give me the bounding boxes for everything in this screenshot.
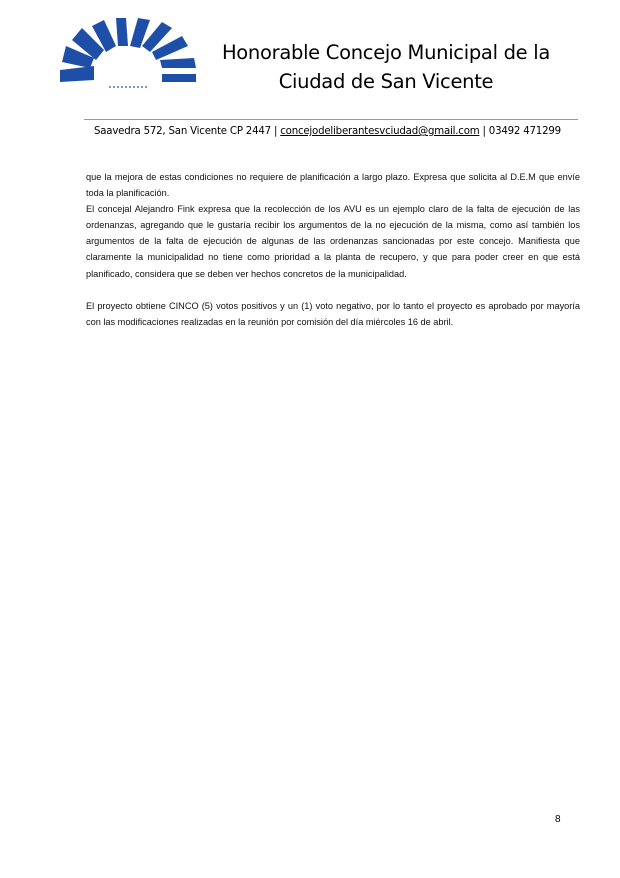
title-line-1: Honorable Concejo Municipal de la <box>221 41 551 64</box>
paragraph: El proyecto obtiene CINCO (5) votos positivos y un (1) voto negativo, por lo tanto el proyecto es aprobado por mayoría con las modificaciones realizadas en la reunión por comisión del día miércoles 16 de abril. <box>86 300 580 327</box>
address-text: Saavedra 572, San Vicente CP 2447 <box>94 126 271 137</box>
paragraph: que la mejora de estas condiciones no requiere de planificación a largo plazo. Expresa que solicita al D.E.M que envíe toda la planificación. <box>86 172 580 199</box>
page-number: 8 <box>555 814 561 825</box>
page-title <box>196 38 576 96</box>
sunrise-logo-icon <box>58 18 198 90</box>
title-line-2: Ciudad de San Vicente <box>278 70 494 93</box>
email-link[interactable]: concejodeliberantesvciudad@gmail.com <box>280 126 480 137</box>
separator: | <box>273 126 278 137</box>
separator: | <box>482 126 486 137</box>
paragraph: El concejal Alejandro Fink expresa que la recolección de los AVU es un ejemplo claro de la falta de ejecución de las ordenanzas, agregando que le gustaría recibir los argumentos de la no ejecución de la misma, como así también los argumentos de la falta de ejecución de algunas de las ordenanzas sancionadas por este concejo. Manifiesta que claramente la municipalidad no tiene como prioridad a la planta de recupero, y que para poder creer en que está planificado, considera que se deben ver hechos concretos de la municipalidad. <box>86 204 580 279</box>
header-divider <box>84 119 578 120</box>
phone-text: 03492 471299 <box>488 126 561 137</box>
document-body <box>86 169 580 330</box>
header-contact <box>94 126 584 137</box>
